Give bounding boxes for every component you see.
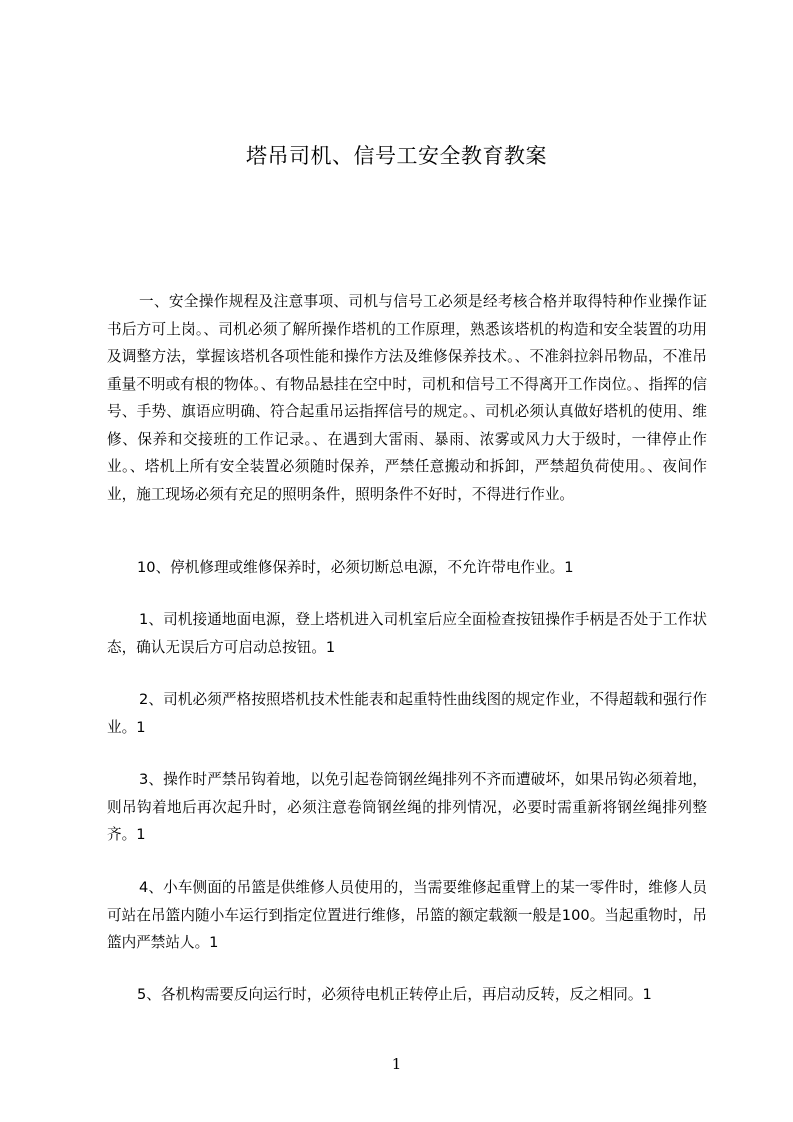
- paragraph-item-4: 4、小车侧面的吊篮是供维修人员使用的，当需要维修起重臂上的某一零件时，维修人员可站在吊篮内随小车运行到指定位置进行维修，吊篮的额定载额一般是100。当起重物时，吊篮内严禁站人。1: [107, 879, 707, 951]
- document-title: 塔吊司机、信号工安全教育教案: [246, 144, 547, 168]
- paragraph-item-3: 3、操作时严禁吊钩着地，以免引起卷筒钢丝绳排列不齐而遭破坏，如果吊钩必须着地，则吊钩着地后再次起升时，必须注意卷筒钢丝绳的排列情况，必要时需重新将钢丝绳排列整齐。1: [107, 771, 707, 843]
- paragraph-safety-rules: 一、安全操作规程及注意事项、司机与信号工必须是经考核合格并取得特种作业操作证书后方可上岗。、司机必须了解所操作塔机的工作原理，熟悉该塔机的构造和安全装置的功用及调整方法，掌握该塔机各项性能和操作方法及维修保养技术。、不准斜拉斜吊物品，不准吊重量不明或有根的物体。、有物品悬挂在空中时，司机和信号工不得离开工作岗位。、指挥的信号、手势、旗语应明确、符合起重吊运指挥信号的规定。、司机必须认真做好塔机的使用、维修、保养和交接班的工作记录。、在遇到大雷雨、暴雨、浓雾或风力大于级时，一律停止作业。、塔机上所有安全装置必须随时保养，严禁任意搬动和拆卸，严禁超负荷使用。、夜间作业，施工现场必须有充足的照明条件，照明条件不好时，不得进行作业。: [107, 293, 707, 503]
- page-number: 1: [391, 1055, 402, 1073]
- paragraph-item-2: 2、司机必须严格按照塔机技术性能表和起重特性曲线图的规定作业，不得超载和强行作业。1: [107, 691, 707, 736]
- paragraph-item-5: 5、各机构需要反向运行时，必须待电机正转停止后，再启动反转，反之相同。1: [137, 986, 652, 1003]
- paragraph-item-1: 1、司机接通地面电源，登上塔机进入司机室后应全面检查按钮操作手柄是否处于工作状态，确认无误后方可启动总按钮。1: [107, 611, 707, 656]
- paragraph-item-10: 10、停机修理或维修保养时，必须切断总电源，不允许带电作业。1: [137, 559, 574, 576]
